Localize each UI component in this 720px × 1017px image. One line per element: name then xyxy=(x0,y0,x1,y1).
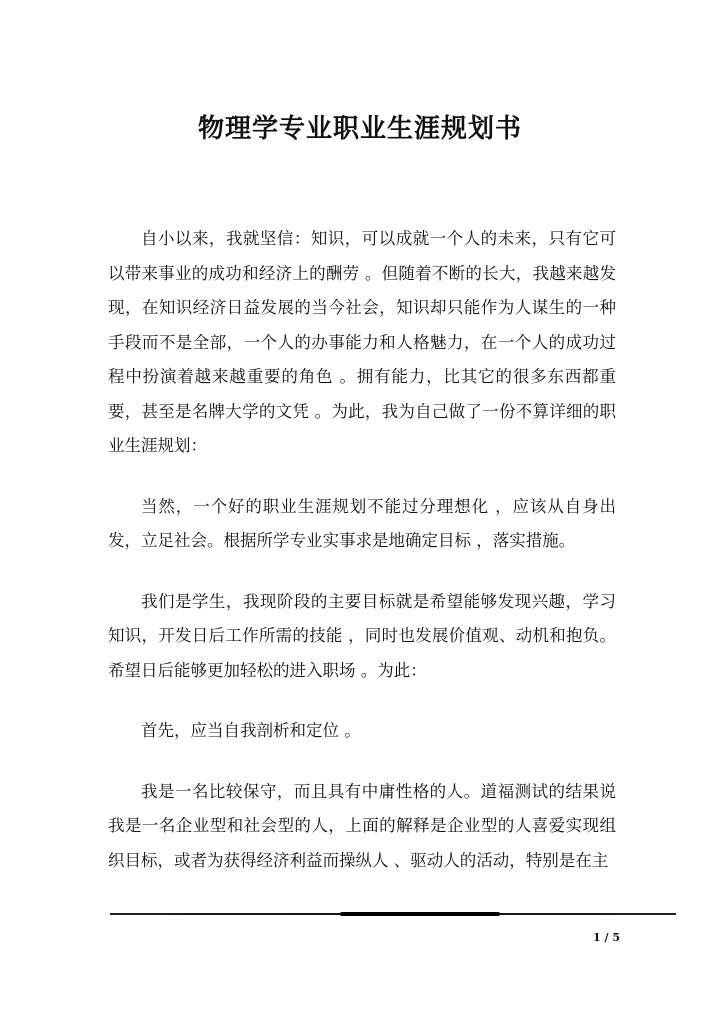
document-body xyxy=(108,222,616,904)
paragraph-3: 我们是学生，我现阶段的主要目标就是希望能够发现兴趣，学习知识，开发日后工作所需的技能 ，同时也发展价值观、动机和抱负。希望日后能够更加轻松的进入职场 。为此： xyxy=(108,591,616,680)
page-number: 1 / 5 xyxy=(593,931,620,944)
paragraph-2: 当然，一个好的职业生涯规划不能过分理想化 ，应该从自身出发，立足社会。根据所学专业实事求是地确定目标 ，落实措施。 xyxy=(108,496,616,550)
paragraph-4: 首先，应当自我剖析和定位 。 xyxy=(141,721,361,740)
document-title: 物理学专业职业生涯规划书 xyxy=(197,114,522,144)
paragraph-1: 自小以来，我就坚信：知识，可以成就一个人的未来，只有它可以带来事业的成功和经济上的酬劳 。但随着不断的长大，我越来越发现，在知识经济日益发展的当今社会，知识却只能作为人谋生的一种手段而不是全部，一个人的办事能力和人格魅力，在一个人的成功过程中扮演着越来越重要的角色 。拥有能力，比其它的很多东西都重要，甚至是名牌大学的文凭 。为此，我为自己做了一份不算详细的职业生涯规划： xyxy=(108,229,616,455)
paragraph-5: 我是一名比较保守，而且具有中庸性格的人。道福测试的结果说我是一名企业型和社会型的人，上面的解释是企业型的人喜爱实现组织目标，或者为获得经济利益而操纵人 、驱动人的活动，特别是在主 xyxy=(108,781,616,870)
footer-divider xyxy=(110,913,676,915)
